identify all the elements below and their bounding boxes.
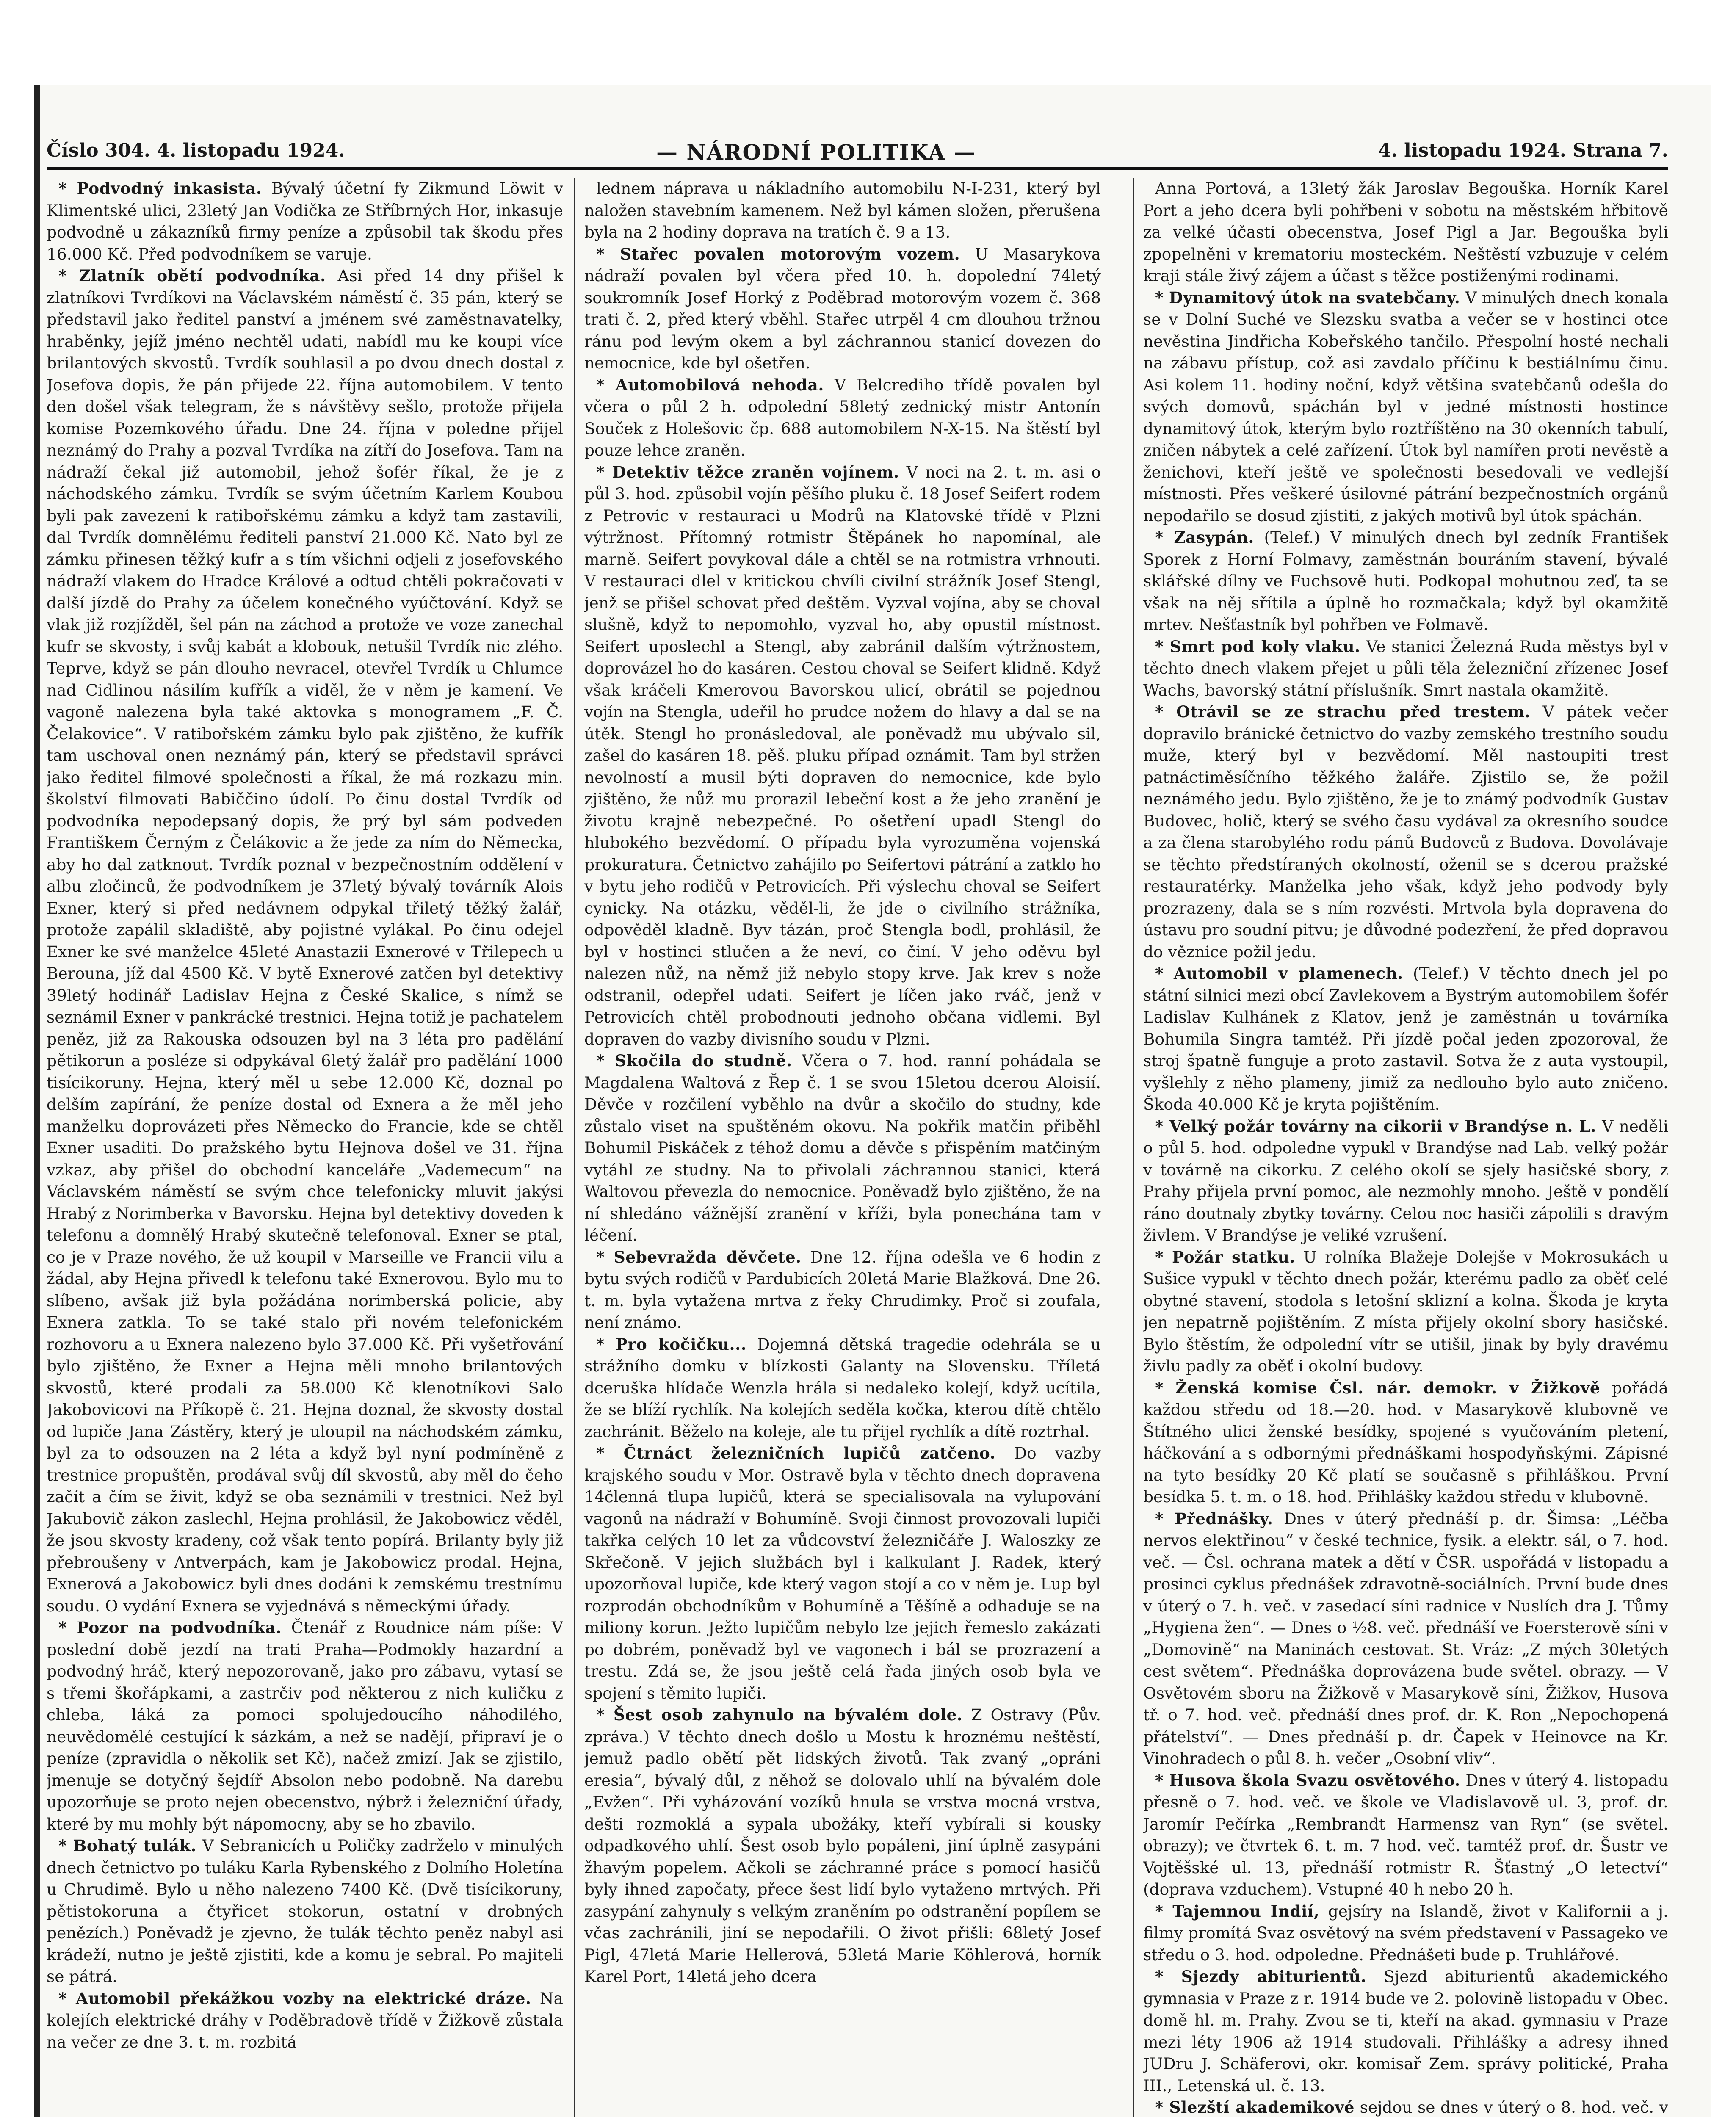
- article-headline: Zasypán.: [1174, 528, 1254, 547]
- article: [1143, 178, 1668, 287]
- article-headline: Zlatník obětí podvodníka.: [79, 266, 326, 285]
- article: [584, 462, 1101, 1050]
- article-body: lednem náprava u nákladního automobilu N-I-231, který byl naložen stavebním kamenem. Než byl kámen složen, přerušena byla na 2 hodiny doprava na tratích č. 9 a 13.: [584, 179, 1101, 241]
- bullet-star: *: [596, 1247, 614, 1266]
- article-body: Čtenář z Roudnice nám píše: V poslední době jezdí na trati Praha—Podmokly hazardní a podvodný hráč, který nepozorovaně, jako pro zábavu, vytasí se s třemi škořápkami, a zastrčiv pod některou z nich kuličku z chleba, láká za pomoci spolujedoucího náhodilého, neuvědomělé cestující k sázkám, a než se nadějí, připraví je o peníze (zpravidla o několik set Kč), načež zmizí. Jak se zjistilo, jmenuje se dotyčný šejdíř Absolon nebo podobně. Na darebu upozorňuje se proto nejen obecenstvo, nýbrž i železniční úřady, které by mu mohly být nápomocny, aby se ho zbavilo.: [47, 1618, 563, 1833]
- article: [1143, 2097, 1668, 2117]
- article-body: Do vazby krajského soudu v Mor. Ostravě byla v těchto dnech dopravena 14členná tlupa lupičů, která se specialisovala na vylupování vagonů na nádraží v Bohumíně. Svoji činnost provozovali lupiči takřka celých 10 let za vůdcovství železničáře J. Waloszky ze Skřečoně. V jejich službách byl i kalkulant J. Radek, který upozorňoval lupiče, kde který vagon stojí a co v něm je. Lup byl rozprodán obchodníkům v Bohumíně a Těšíně a odhaduje se na miliony korun. Ježto lupičům nebylo lze jejich řemeslo zakázati po dobrém, poněvadž byl ve vagonech i bál se prozrazení a trestu. Zdá se, že jsou ještě celá řada jiných osob byla ve spojení s těmito lupiči.: [584, 1444, 1101, 1702]
- article-headline: Automobil překážkou vozby na elektrické dráze.: [75, 1989, 531, 2008]
- article-headline: Smrt pod koly vlaku.: [1169, 637, 1360, 656]
- article: [584, 1334, 1101, 1443]
- article-body: U rolníka Blažeje Dolejše v Mokrosukách u Sušice vypukl v těchto dnech požár, kterému padlo za oběť celé obytné stavení, stodola s letošní sklizní a kolna. Škoda je kryta jen nepatrně pojištěním. Z místa přijely okolní sbory hasičské. Bylo štěstím, že odpolední vítr se utišil, jinak by byly dravému živlu padly za oběť i okolní budovy.: [1143, 1247, 1668, 1375]
- bullet-star: *: [596, 375, 616, 394]
- article-headline: Čtrnáct železničních lupičů zatčeno.: [623, 1444, 996, 1462]
- article-body: V Belcrediho třídě povalen byl včera o půl 2 h. odpolední 58letý zednický mistr Antonín Souček z Holešovic čp. 688 automobilem N-X-15. Na štěstí byl pouze lehce zraněn.: [584, 375, 1101, 459]
- bullet-star: *: [596, 1705, 614, 1724]
- article-headline: Stařec povalen motorovým vozem.: [620, 244, 960, 263]
- bullet-star: *: [1155, 1247, 1172, 1266]
- article-headline: Detektiv těžce zraněn vojínem.: [612, 462, 899, 481]
- article-headline: Sebevražda děvčete.: [614, 1247, 802, 1266]
- bullet-star: *: [596, 462, 612, 481]
- article-body: V pátek večer dopravilo bránické četnictvo do vazby zemského trestního soudu muže, který byl v bezvědomí. Měl nastoupiti trest patnáctiměsíčního těžkého žaláře. Zjistilo se, že požil neznámého jedu. Bylo zjištěno, že je to známý podvodník Gustav Budovec, holič, který se svého času vydával za okresního soudce a za člena starobylého rodu pánů Budovců z Budova. Dovolávaje se těchto předstíraných okolností, oženil se s dcerou pražské restauratérky. Manželka jeho však, když jeho podvody byly prozrazeny, dala se s ním rozvésti. Mrtvola byla dopravena do ústavu pro soudní pitvu; je důvodné podezření, že před dopravou do věznice požil jedu.: [1143, 702, 1668, 961]
- column-2: [584, 178, 1101, 2117]
- article: [584, 1443, 1101, 1704]
- bullet-star: *: [1155, 1117, 1169, 1136]
- article-headline: Sjezdy abiturientů.: [1181, 1967, 1367, 1986]
- bullet-star: *: [1155, 1378, 1176, 1397]
- article-headline: Pro kočičku...: [615, 1335, 747, 1354]
- article-body: gejsíry na Islandě, život v Kalifornii a j. filmy promítá Svaz osvětový na svém představení v Passageko ve středu o 3. hod. odpoledne. Přednášeti bude p. Truhlářové.: [1143, 1901, 1668, 1964]
- header-rule: [47, 167, 1668, 170]
- article-body: Asi před 14 dny přišel k zlatníkovi Tvrdíkovi na Václavském náměstí č. 35 pán, který se představil jako ředitel panství a jménem své zaměstnavatelky, hraběnky, jejíž jméno nechtěl udati, nabídl mu ke koupi více brilantových skvostů. Tvrdík souhlasil a po dvou dnech dostal z Josefova dopis, že pán přijede 22. října automobilem. V tento den došel však telegram, že s návštěvy sešlo, protože přijela komise Pozemkového úřadu. Dne 24. října v poledne přijel neznámý do Prahy a pozval Tvrdíka na zítří do Josefova. Tam na nádraží čekal již automobil, jehož šofér říkal, že je z náchodského zámku. Tvrdík se svým účetním Karlem Koubou byli pak zavezeni k ratibořskému zámku a když tam zastavili, dal Tvrdík domnělému řediteli panství 21.000 Kč. Nato byl ze zámku přinesen těžký kufr a s tím všichni odjeli z josefovského nádraží vlakem do Hradce Králové a odtud chtěli pokračovati v další jízdě do Prahy za účelem konečného vyúčtování. Když se vlak již rozjížděl, šel pán na záchod a protože ve voze zanechal kufr se skvosty, i svůj kabát a klobouk, netušil Tvrdík nic zlého. Teprve, když se pán dlouho nevracel, otevřel Tvrdík u Chlumce nad Cidlinou násilím kufřík a viděl, že v něm je kamení. Ve vagoně nalezena byla také aktovka s monogramem „F. Č. Čelakovice“. V ratibořském zámku bylo pak zjištěno, že kufřík tam uschoval onen neznámý pán, který se představil správci jako ředitel filmové společnosti a říkal, že má rozkazu min. školství filmovati Babiččino údolí. Po činu dostal Tvrdík od podvodníka nepodepsaný dopis, že prý byl sám podveden Františkem Černým z Čelákovic a že jede za ním do Německa, aby ho dal zatknout. Tvrdík poznal v bezpečnostním oddělení v albu zločinců, že podvodníkem je 37letý bývalý továrník Alois Exner, který si před nedávnem odpykal třiletý těžký žalář, protože zapálil skladiště, aby pojistné vylákal. Po činu odejel Exner ke své manželce 45leté Anastazii Exnerové v Třilepech u Berouna, jíž dal 4500 Kč. V bytě Exnerové zatčen byl detektivy 39letý hodinář Ladislav Hejna z České Skalice, s nímž se seznámil Exner v pankrácké trestnici. Hejna totiž je pachatelem peněz, již za Rakouska odsouzen byl na 3 léta pro padělání pětikorun a posléze si odpykával 6letý žalář pro padělání 1000 tisícikoruny. Hejna, který měl u sebe 12.000 Kč, doznal po delším zapírání, že peníze dostal od Exnera a že měl jeho manželku doprovázeti přes Německo do Francie, kde se chtěl Exner usaditi. Do pražského bytu Hejnova došel ve 31. října vzkaz, aby přišel do obchodní kanceláře „Vademecum“ na Václavském náměstí se svým chce telefonicky mluvit jakýsi Hrabý z Norimberka v Bavorsku. Hejna byl detektivy doveden k telefonu a domnělý Hrabý skutečně telefonoval. Exner se ptal, co je v Praze nového, že už koupil v Marseille ve Francii vilu a žádal, aby Hejna přivedl k telefonu také Exnerovou. Bylo mu to slíbeno, avšak již byla požádána norimberská policie, aby Exnera zatkla. To se také stalo při novém telefonickém rozhovoru a u Exnera nalezeno bylo 37.000 Kč. Při vyšetřování bylo zjištěno, že Exner a Hejna měli mnoho brilantových skvostů, které prodali za 58.000 Kč klenotníkovi Salo Jakobovicovi na Příkopě č. 21. Hejna doznal, že skvosty dostal od lupiče Jana Zástěry, který je uloupil na náchodském zámku, byl za to odsouzen na 2 léta a když byl nyní podmíněně z trestnice propuštěn, prodával svůj díl skvostů, aby měl do čeho začít a čím se živit, když se oba seznámili v trestnici. Než byl Jakubovič zákon zaslechl, Hejna prohlásil, že Jakobowicz věděl, že jsou skvosty kradeny, což však tento popírá. Brilanty byly již přebroušeny v Antverpách, kam je Jakobowicz prodal. Hejna, Exnerová a Jakobowicz byli dnes dodáni k zemskému trestnímu soudu. O vydání Exnera se vyjednává s německými úřady.: [47, 266, 563, 1615]
- column-3: [1143, 178, 1668, 2117]
- article: [47, 178, 563, 265]
- article-body: Z Ostravy (Pův. zpráva.) V těchto dnech došlo u Mostu k hroznému neštěstí, jemuž padlo obětí pět lidských životů. Tak zvaný „opráni eresia“, bývalý důl, z něhož se dolovalo uhlí na bývalém dole „Evžen“. Při vyházování vozíků hnula se vrstva mocná vrstva, dešti rozmoklá a sypala ubožáky, kteří vybírali si kousky odpadkového uhlí. Šest osob bylo popáleni, jiní úplně zasypáni žhavým popelem. Ačkoli se záchranné práce s pomocí hasičů byly ihned započaty, přece šest lidí bylo vytaženo mrtvých. Při zasypání zahynuly s velkým zraněním po odstranění popílem se včas zachránili, jiní se nepodařili. O život přišli: 68letý Josef Pigl, 47letá Marie Hellerová, 53letá Marie Köhlerová, horník Karel Port, 14letá jeho dcera: [584, 1705, 1101, 1986]
- article-body: (Telef.) V minulých dnech byl zedník František Sporek z Horní Folmavy, zaměstnán bouráním stavení, bývalé sklářské dílny ve Fuchsově huti. Podkopal mohutnou zeď, ta se však na něj sřítila a úplně ho rozmačkala; když byl okamžitě mrtev. Nešťastník byl pohřben ve Folmavě.: [1143, 528, 1668, 634]
- bullet-star: *: [1155, 1967, 1181, 1986]
- article: [1143, 1901, 1668, 1966]
- article: [1143, 1377, 1668, 1508]
- bullet-star: *: [1155, 1901, 1173, 1921]
- article: [1143, 1770, 1668, 1901]
- article-headline: Podvodný inkasista.: [77, 179, 262, 198]
- article-body: Na kolejích elektrické dráhy v Poděbradově třídě v Žižkově zůstala na večer ze dne 3. t. m. rozbitá: [47, 1989, 563, 2051]
- column-divider: [574, 178, 575, 2117]
- article: [1143, 701, 1668, 963]
- article-body: U Masarykova nádraží povalen byl včera před 10. h. dopolední 74letý soukromník Josef Horký z Poděbrad motorovým vozem č. 368 trati č. 2, před který vběhl. Stařec utrpěl 4 cm dlouhou tržnou ránu pod levým okem a byl záchrannou stanicí dovezen do nemocnice, kde byl ošetřen.: [584, 244, 1101, 372]
- bullet-star: *: [596, 244, 620, 263]
- article-body: Dne 12. října odešla ve 6 hodin z bytu svých rodičů v Pardubicích 20letá Marie Blažková. Dne 26. t. m. byla vytažena mrtva z řeky Chrudimky. Proč si zoufala, není známo.: [584, 1247, 1101, 1332]
- article-body: Včera o 7. hod. ranní pohádala se Magdalena Waltová z Řep č. 1 se svou 15letou dcerou Aloisií. Děvče v rozčilení vyběhlo na dvůr a skočilo do studny, kde zůstalo viset na spuštěném okovu. Na pokřik matčin přiběhl Bohumil Piskáček z téhož domu a děvče s přispěním matčiným vytáhl ze studny. Na to přivolali záchrannou stanici, která Waltovou převezla do nemocnice. Poněvadž bylo zjištěno, že na ní shledáno vážnější zranění v kříži, byla ponechána tam v léčení.: [584, 1051, 1101, 1244]
- bullet-star: *: [58, 266, 79, 285]
- article-body: V neděli o půl 5. hod. odpoledne vypukl v Brandýse nad Lab. velký požár v továrně na cikorku. Z celého okolí se sjely hasičské sbory, z Prahy přijela první pomoc, ale nezmohly mnoho. Ještě v pondělí ráno doutnaly zbytky továrny. Celou noc hasiči zápolili s dravým živlem. V Brandýse je veliké vzrušení.: [1143, 1117, 1668, 1244]
- article: [1143, 1246, 1668, 1377]
- article-headline: Husova škola Svazu osvětového.: [1169, 1771, 1460, 1790]
- column-1: [47, 178, 563, 2117]
- column-divider: [1133, 178, 1134, 2117]
- article-headline: Bohatý tulák.: [73, 1836, 196, 1855]
- article-body: Ve stanici Železná Ruda městys byl v těchto dnech vlakem přejet u půli těla železniční zřízenec Josef Wachs, bavorský státní příslušník. Smrt nastala okamžitě.: [1143, 637, 1668, 699]
- bullet-star: *: [596, 1335, 616, 1354]
- article: [584, 1246, 1101, 1334]
- article-headline: Velký požár továrny na cikorii v Brandýse n. L.: [1169, 1117, 1597, 1136]
- bullet-star: *: [1155, 1509, 1175, 1528]
- article-headline: Šest osob zahynulo na bývalém dole.: [613, 1705, 963, 1724]
- article-body: V minulých dnech konala se v Dolní Suché ve Slezsku svatba a večer se v hostinci otce nevěstina Jindřicha Kobeřského tančilo. Přespolní hosté nechali na zábavu přístup, což asi zavdalo příčinu k bestiálnímu činu. Asi kolem 11. hodiny noční, když většina svatebčanů odešla do svých domovů, spáchán byl v jedné místnosti hostince dynamitový útok, kterým bylo roztříštěno na 30 okenních tabulí, zničen nábytek a celé zařízení. Útok byl namířen proti nevěstě a ženichovi, kteří ještě ve společnosti besedovali ve vedlejší místnosti. Přes veškeré úsilovné pátrání bezpečnostních orgánů nepodařilo se dosud zjistiti, z jakých motivů byl útok spáchán.: [1143, 288, 1668, 525]
- bullet-star: *: [58, 179, 77, 198]
- bullet-star: *: [1155, 1771, 1169, 1790]
- page-header: [47, 140, 1668, 178]
- article-body: Bývalý účetní fy Zikmund Löwit v Klimentské ulici, 23letý Jan Vodička ze Stříbrných Hor, inkasuje podvodně u zákazníků firmy peníze a způsobil tak škodu přes 16.000 Kč. Před podvodníkem se varuje.: [47, 179, 563, 263]
- article-body: Dnes v úterý přednáší p. dr. Šimsa: „Léčba nervos elektřinou“ v české technice, fysik. a elektr. sál, o 7. hod. več. — Čsl. ochrana matek a dětí v ČSR. uspořádá v listopadu a prosinci cyklus přednášek zdravotně-sociálních. První bude dnes v úterý o 7. h. več. v zasedací síni radnice v Nuslích dra J. Tůmy „Hygiena žen“. — Dnes o ½8. več. přednáší ve Foersterově síni v „Domovině“ na Maninách cestovat. St. Vráz: „Z mých 30letých cest světem“. Přednáška doprovázena bude světel. obrazy. — V Osvětovém sboru na Žižkově v Masarykově síni, Žižkov, Husova tř. o 7. hod. več. přednáší dnes prof. dr. K. Ron „Nepochopená přátelství“. — Dnes přednáší p. dr. Čapek v Heinovce na Kr. Vinohradech o půl 8. h. večer „Osobní vliv“.: [1143, 1509, 1668, 1768]
- article-headline: Skočila do studně.: [614, 1051, 792, 1070]
- article: [47, 265, 563, 1617]
- bullet-star: *: [58, 1989, 76, 2008]
- article: [584, 243, 1101, 374]
- article-body: (Telef.) V těchto dnech jel po státní silnici mezi obcí Zavlekovem a Bystrým automobilem šofér Ladislav Kulhánek z Klatov, jenž je zaměstnán u továrníka Bohumila Singra tamtéž. Při jízdě počal jeden zpozoroval, že stroj špatně funguje a proto zastavil. Sotva že z auta vystoupil, vyšlehly z něho plameny, jimiž za nedlouho bylo auto zničeno. Škoda 40.000 Kč je kryta pojištěním.: [1143, 964, 1668, 1114]
- article: [584, 374, 1101, 462]
- article-headline: Ženská komise Čsl. nár. demokr. v Žižkově: [1175, 1378, 1601, 1397]
- article: [584, 178, 1101, 243]
- article-body: Anna Portová, a 13letý žák Jaroslav Begouška. Horník Karel Port a jeho dcera byli pohřbeni v sobotu na městském hřbitově za velké účasti obecenstva, Josef Pigl a Jar. Begouška byli zpopelněni v krematoriu mosteckém. Neštěstí vzbuzuje v celém kraji stále živý zájem a účast s těžce postiženými rodinami.: [1143, 179, 1668, 285]
- issue-info: Číslo 304. 4. listopadu 1924.: [47, 140, 345, 161]
- article-headline: Tajemnou Indií,: [1172, 1901, 1320, 1921]
- article-body: V Sebranicích u Poličky zadrželo v minulých dnech četnictvo po tuláku Karla Rybenského z Dolního Holetína u Chrudimě. Bylo u něho nalezeno 7400 Kč. (Dvě tisícikoruny, pětistokoruna a čtyřicet stokorun, ostatní v drobných penězích.) Poněvadž je zjevno, že tulák těchto peněz nabyl asi krádeží, nutno je ještě zjistiti, kde a komu je sebral. Po majiteli se pátrá.: [47, 1836, 563, 1986]
- article: [1143, 1508, 1668, 1770]
- bullet-star: *: [596, 1444, 624, 1462]
- article: [47, 1988, 563, 2053]
- article-headline: Pozor na podvodníka.: [77, 1618, 282, 1637]
- bullet-star: *: [58, 1618, 77, 1637]
- bullet-star: *: [58, 1836, 73, 1855]
- bullet-star: *: [1155, 964, 1174, 983]
- date-page-info: 4. listopadu 1924. Strana 7.: [1378, 140, 1668, 161]
- article-headline: Přednášky.: [1175, 1509, 1273, 1528]
- article: [584, 1050, 1101, 1246]
- bullet-star: *: [1155, 288, 1169, 307]
- article: [1143, 1116, 1668, 1246]
- article: [1143, 1966, 1668, 2097]
- bullet-star: *: [1155, 528, 1174, 547]
- article: [584, 1704, 1101, 1988]
- article-body: sejdou se dnes v úterý o 8. hod. več. v: [1360, 2098, 1668, 2117]
- article-body: Sjezd abiturientů akademického gymnasia v Praze z r. 1914 bude ve 2. polovině listopadu v Obec. domě hl. m. Prahy. Zvou se ti, kteří na akad. gymnasiu v Praze mezi léty 1906 až 1914 studovali. Přihlášky a adresy ihned JUDru J. Schäferovi, okr. komisař Zem. správy politické, Praha III., Letenská ul. č. 13.: [1143, 1967, 1668, 2095]
- article-headline: Automobilová nehoda.: [615, 375, 824, 394]
- bullet-star: *: [1155, 702, 1177, 721]
- article: [1143, 527, 1668, 636]
- article-body: pořádá každou středu od 18.—20. hod. v Masarykově klubovně ve Štítného ulici ženské besídky, spojené s vyučováním pletení, háčkování a s odbornými přednáškami hospodyňskými. Zápisné na tyto besídky 20 Kč platí se současně s přihláškou. První besídka 5. t. m. o 18. hod. Přihlášky každou středu v klubovně.: [1143, 1378, 1668, 1506]
- bullet-star: *: [1155, 2098, 1169, 2117]
- article-body: Dojemná dětská tragedie odehrála se u strážního domku v blízkosti Galanty na Slovensku. Tříletá dceruška hlídače Wenzla hrála si nedaleko kolejí, když ucítila, že se blíží rychlík. Na kolejích seděla kočka, kterou dítě chtělo zachránit. Běželo na koleje, ale tu přijel rychlík a dítě roztrhal.: [584, 1335, 1101, 1441]
- article-headline: Automobil v plamenech.: [1173, 964, 1403, 983]
- article-headline: Dynamitový útok na svatebčany.: [1169, 288, 1460, 307]
- bullet-star: *: [596, 1051, 615, 1070]
- article-body: V noci na 2. t. m. asi o půl 3. hod. způsobil vojín pěšího pluku č. 18 Josef Seifert rodem z Petrovic v restauraci u Modrů na Klatovské třídě v Plzni výtržnost. Přítomný rotmistr Štěpánek ho napomínal, ale marně. Seifert povykoval dále a chtěl se na rotmistra vrhnouti. V restauraci dlel v kritickou chvíli civilní strážník Josef Stengl, jenž se přišel schovat před deštěm. Vyzval vojína, aby se choval slušně, když to nepomohlo, vyzval ho, aby opustil místnost. Seifert uposlechl a Stengl, aby zabránil dalším výtržnostem, doprovázel ho do kasáren. Cestou choval se Seifert klidně. Když však kráčeli Kmerovou Bavorskou ulicí, obrátil se pojednou vojín na Stengla, udeřil ho prudce nožem do hlavy a dal se na útěk. Stengl ho pronásledoval, ale poněvadž mu ubývalo sil, zašel do kasáren 18. pěš. pluku případ oznámit. Tam byl stržen nevolností a musil býti dopraven do nemocnice, kde bylo zjištěno, že nůž mu prorazil lebeční kost a že jeho zranění je životu krajně nebezpečné. Po ošetření upadl Stengl do hlubokého bezvědomí. O případu byla vyrozuměna vojenská prokuratura. Četnictvo zahájilo po Seifertovi pátrání a zatklo ho v bytu jeho rodičů v Petrovicích. Při výslechu choval se Seifert cynicky. Na otázku, věděl-li, že jde o civilního strážníka, odpověděl kladně. Byv tázán, proč Stengla bodl, prohlásil, že byl v hostinci stlučen a že neví, co činí. V jeho oděvu byl nalezen nůž, na němž již nebylo stopy krve. Jak krev s nože odstranil, odepřel udati. Seifert je líčen jako rváč, jenž v Petrovicích chtěl probodnouti jednoho občana vidlemi. Byl dopraven do vazby divisního soudu v Plzni.: [584, 462, 1101, 1048]
- bullet-star: *: [1155, 637, 1170, 656]
- article-headline: Požár statku.: [1172, 1247, 1295, 1266]
- article: [47, 1835, 563, 1988]
- article-body: Dnes v úterý 4. listopadu přesně o 7. hod. več. ve škole ve Vladislavově ul. 3, prof. dr. Jaromír Pečírka „Rembrandt Harmensz van Ryn“ (se světel. obrazy); ve čtvrtek 6. t. m. 7 hod. več. tamtéž prof. dr. Šustr ve Vojtěšské ul. 13, přednáší rotmistr R. Šťastný „O letectví“ (doprava vzduchem). Vstupné 40 h nebo 20 h.: [1143, 1771, 1668, 1899]
- masthead-title: — NÁRODNÍ POLITIKA —: [656, 140, 976, 165]
- article: [1143, 287, 1668, 527]
- article: [1143, 963, 1668, 1116]
- article-headline: Slezští akademikové: [1169, 2098, 1355, 2117]
- article: [1143, 636, 1668, 702]
- article-headline: Otrávil se ze strachu před trestem.: [1176, 702, 1531, 721]
- article: [47, 1617, 563, 1835]
